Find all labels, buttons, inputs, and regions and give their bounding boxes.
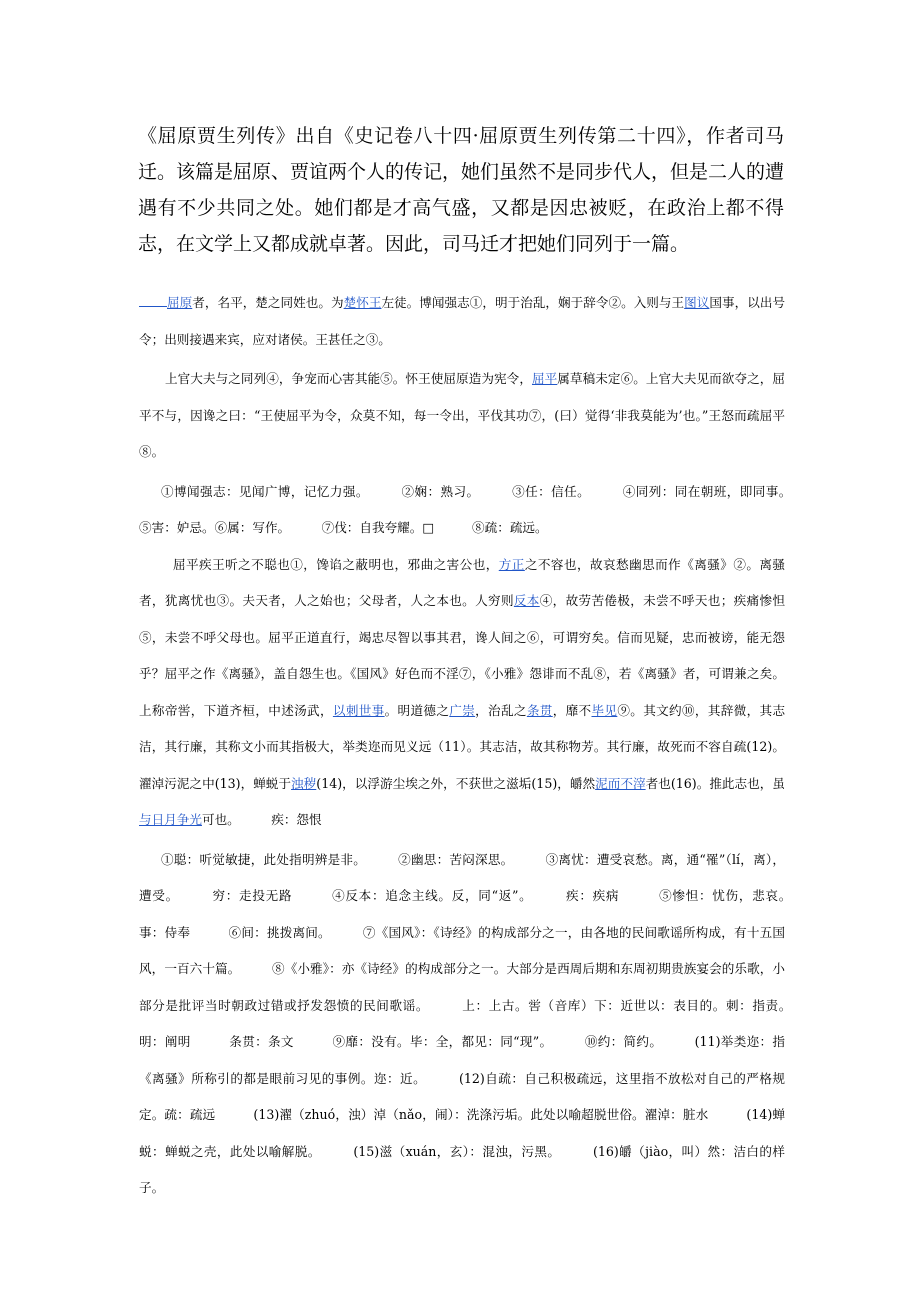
text: ，治乱之 [475,702,527,718]
link-zhuo-hui[interactable]: 浊秽 [291,775,317,791]
link-qu-yuan[interactable]: 屈原 [167,295,193,310]
paragraph-3 [139,547,785,839]
main-text [139,285,823,1207]
text: 属草稿未定⑥。上官大夫见而欲夺之，屈平不与，因谗之曰：“王使屈平为令，众莫不知，每一令出，平伐其功⑦，(曰）觉得‘非我莫能为’也。”王怒而疏屈平⑧。 [139,371,786,459]
text: 屈平疾王听之不聪也①，馋谄之蔽明也，邪曲之害公也， [173,556,499,572]
paragraph-2 [139,361,785,471]
link-ci-shi-shi[interactable]: 以刺世事 [332,702,385,718]
text: 者，名平，楚之同姓也。为 [192,295,344,310]
text: 者也(16)。推此志也，虽 [645,775,785,791]
text: 上官大夫与之同列④，争宠而心害其能⑤。怀王使屈原造为宪令， [165,371,532,386]
link-fang-zheng[interactable]: 方正 [498,556,525,572]
link-bi-xian[interactable]: 毕见 [591,702,618,718]
link-guang-chong[interactable]: 广崇 [449,702,476,718]
text: (14)，以浮游尘埃之外，不获世之滋垢(15)，皭然 [316,775,596,791]
link-qu-ping[interactable]: 屈平 [531,371,558,386]
text: ，靡不 [552,702,592,718]
link-tu-yi[interactable]: 图议 [684,295,710,310]
text: 国事，以出号令；出则接遇来宾，应对诸侯。王甚任之③。 [139,295,786,347]
text: 。明道德之 [384,702,450,718]
notes-1: ①博闻强志：见闻广博，记忆力强。 ②娴：熟习。 ③任：信任。 ④同列：同在朝班，即同事。 ⑤害：妒忌。⑥属：写作。 ⑦伐：自我夸耀。□ ⑧疏：疏远。 [139,483,823,535]
link-yu-ri-yue-zheng-guang[interactable]: 与日月争光 [139,812,202,827]
intro-paragraph: 《屈原贾生列传》出自《史记卷八十四·屈原贾生列传第二十四》，作者司马迁。该篇是屈原、贾谊两个人的传记，她们虽然不是同步代人，但是二人的遭遇有不少共同之处。她们都是才高气盛，又都是因忠被贬，在政治上都不得志，在文学上又都成就卓著。因此，司马迁才把她们同列于一篇。 [138,125,785,255]
link-tiao-guan[interactable]: 条贯 [526,702,553,718]
text: ⑨。其文约⑩，其辞微，其志洁，其行廉，其称文小而其指极大，举类迩而见义远（11）。其志洁，故其称物芳。其行廉，故死而不容自疏(12)。濯淖污泥之中(13)，蝉蜕于 [139,702,786,791]
text: ④，故劳苦倦极，未尝不呼天也；疾痛惨怛⑤，未尝不呼父母也。屈平正道直行，竭忠尽智以事其君，谗人间之⑥，可谓穷矣。信而见疑，忠而被谤，能无怨乎？屈平之作《离骚》，盖自怨生也。《国风》好色而不淫⑦，《小雅》怨诽而不乱⑧，若《离骚》者，可谓兼之矣。上称帝喾，下道齐桓，中述汤武， [139,593,786,718]
link-ni-er-bu-zi[interactable]: 泥而不滓 [595,775,646,791]
notes-2: ①聪：听觉敏捷，此处指明辨是非。 ②幽思：苦闷深思。 ③离忧：遭受哀愁。离，通“罹”（lí，离），遭受。 穷：走投无路 ④反本：追念主线。反，同“返”。 疾：疾病 ⑤惨怛：忧伤，悲哀。 事：侍奉 ⑥间：挑拨离间。 ⑦《国风》：《诗经》的构成部分之一，由各地的民间歌谣所构成，有十五国风，一百六十篇。 ⑧《小雅》：亦《诗经》的构成部分之一。大部分是西周后期和东周初期贵族宴会的乐歌，小部分是批评当时朝政过错或抒发怨愤的民间歌谣。 上：上古。喾（音库）下：近世以：表目的。刺：指责。 明：阐明 条贯：条文 ⑨靡：没有。毕：全，都见：同“现”。 ⑩约：简约。 (11)举类迩：指《离骚》所称引的都是眼前习见的事例。迩：近。 (12)自疏：自己积极疏远，这里指不放松对自己的严格规定。疏：疏远 (13)濯（zhuó，浊）淖（nǎo，闹）：洗涤污垢。此处以喻超脱世俗。濯淖：脏水 (14)蝉蜕：蝉蜕之壳，此处以喻解脱。 (15)滋（xuán，玄）：混浊，污黑。 (16)皭（jiào，叫）然：洁白的样子。 [139,851,823,1195]
link-chu-huai-wang[interactable]: 楚怀王 [343,295,382,310]
paragraph-1 [139,285,785,358]
text: 之不容也，故哀愁幽思而作《离骚》②。离骚者，犹离忧也③。夫天者，人之始也；父母者，人之本也。人穷则 [139,556,786,608]
link-leader [139,294,167,307]
text: 左徒。博闻强志①，明于治乱，娴于辞令②。入则与王 [381,295,685,310]
text: 可也。 疾：怨恨 [201,812,322,827]
link-fan-ben[interactable]: 反本 [513,593,540,608]
